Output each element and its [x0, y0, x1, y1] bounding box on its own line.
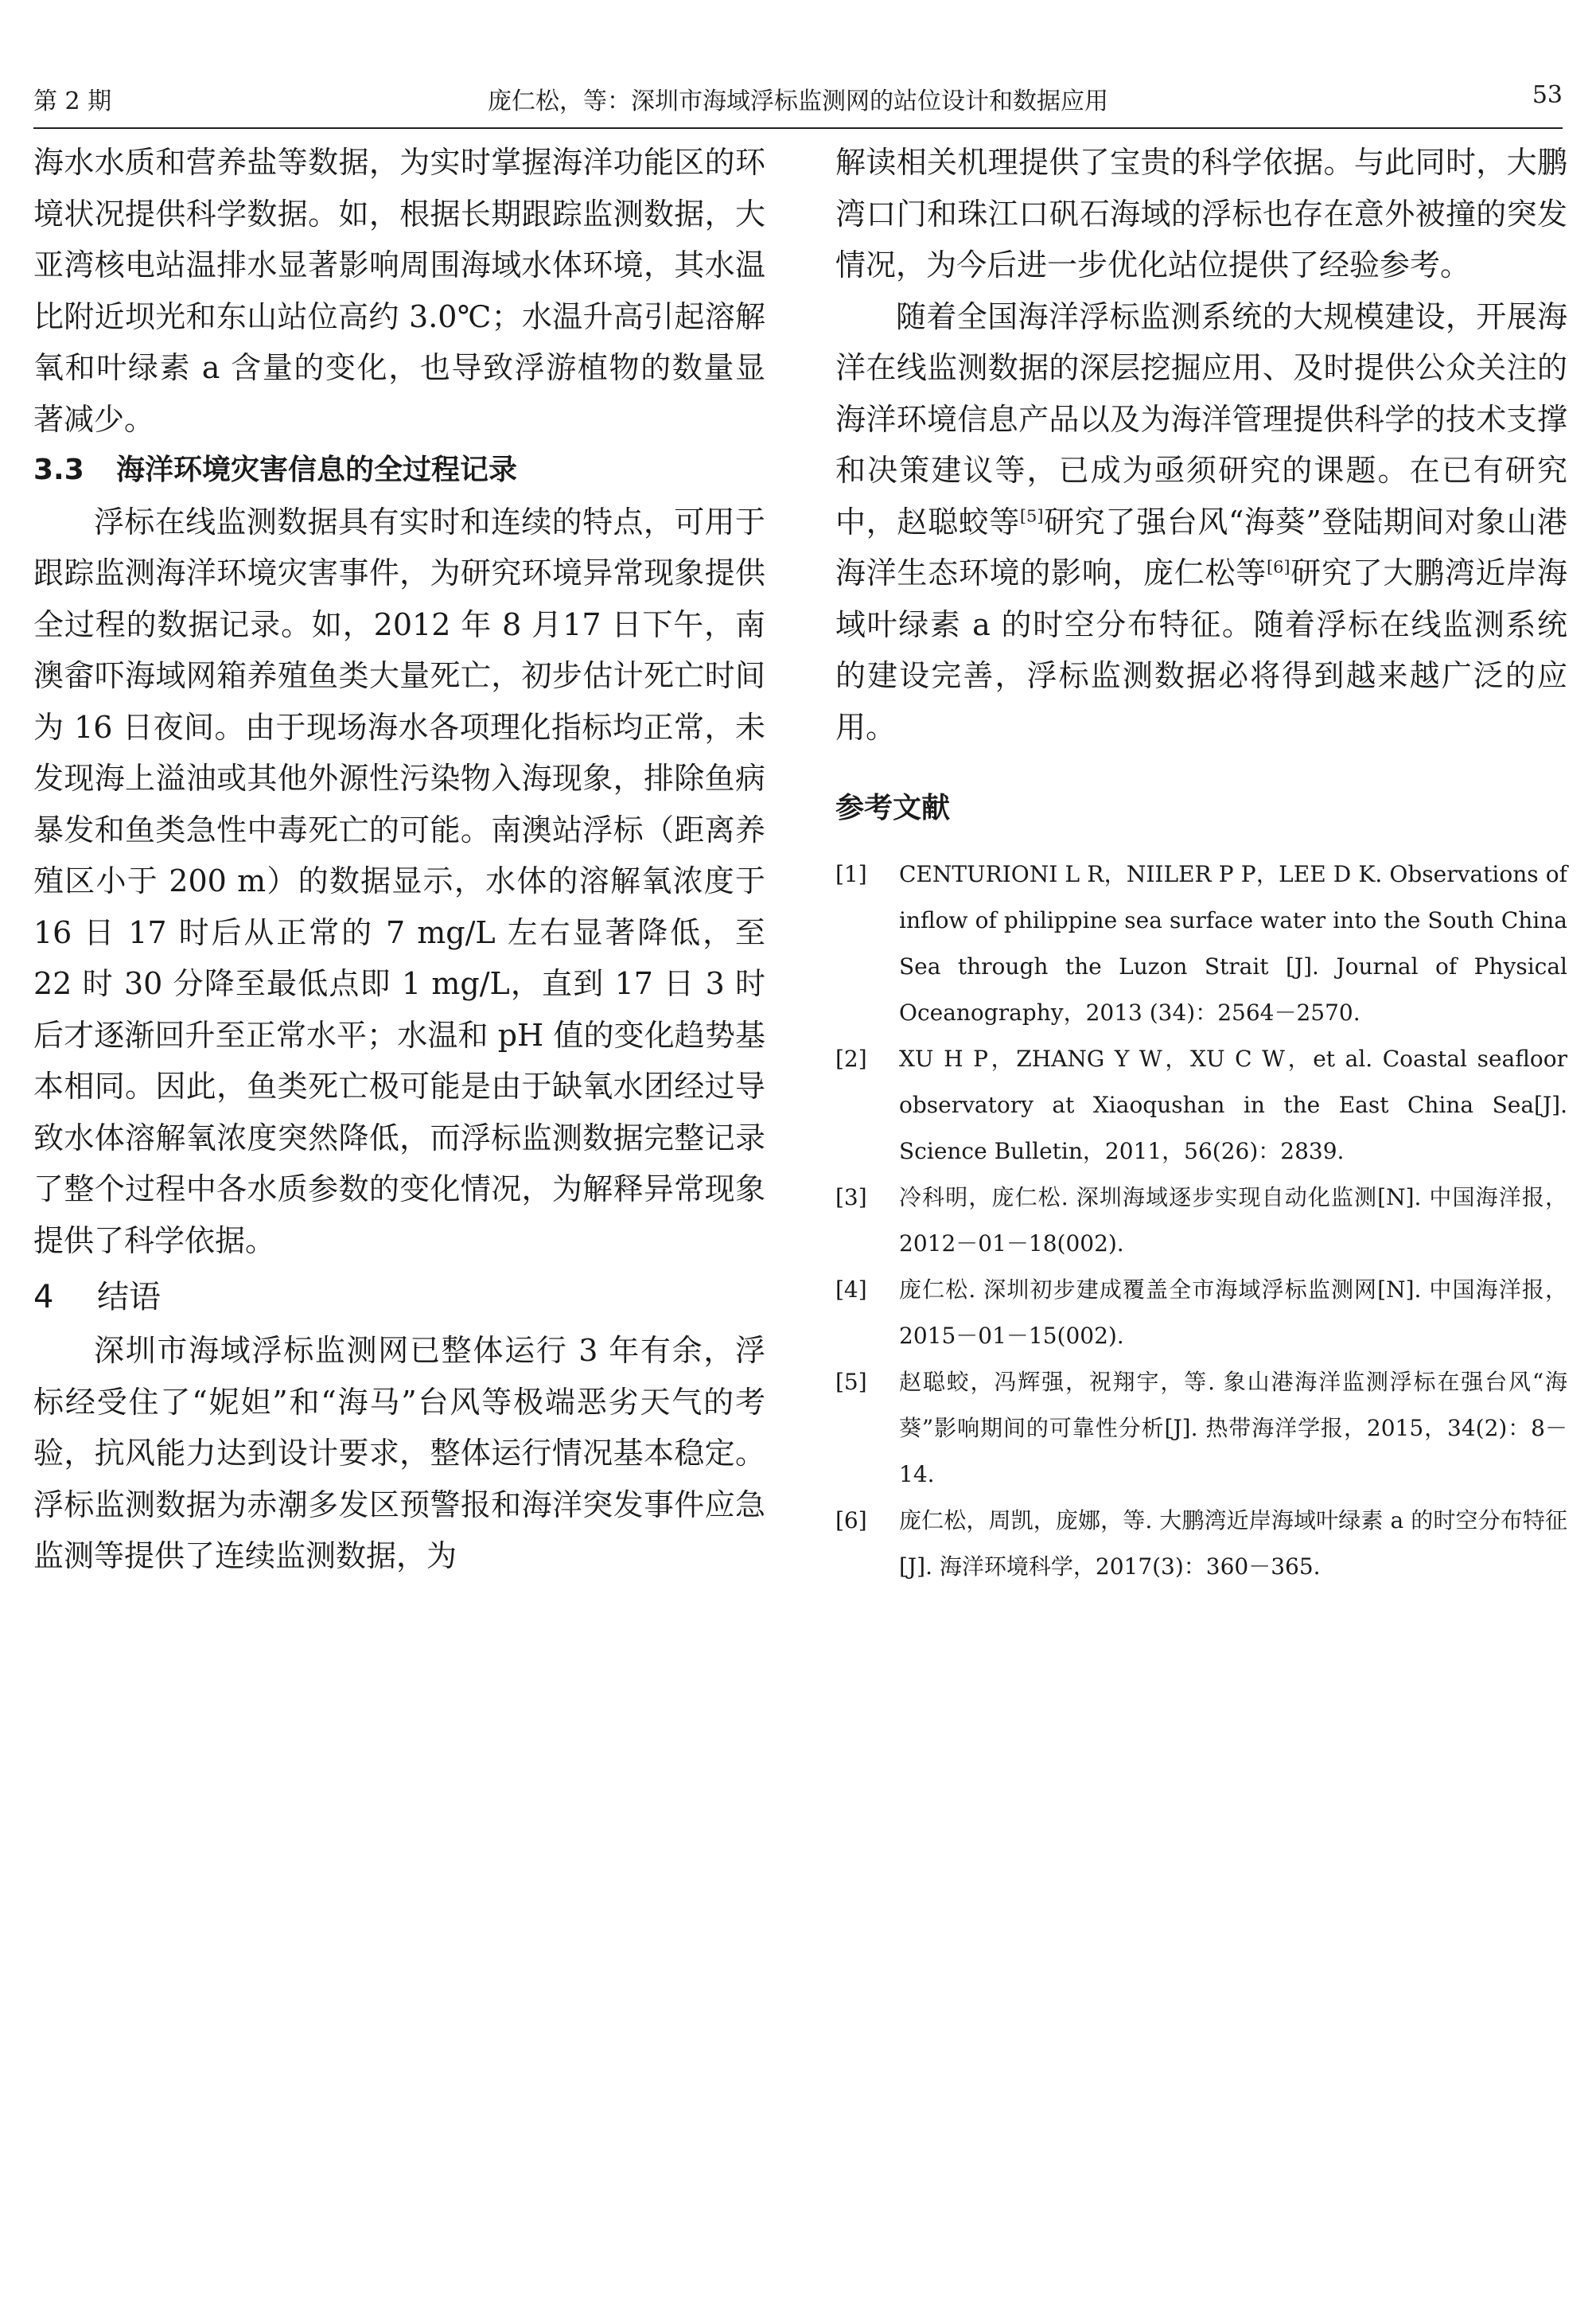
body-paragraph: 海水水质和营养盐等数据，为实时掌握海洋功能区的环境状况提供科学数据。如，根据长期跟踪监测数据，大亚湾核电站温排水显著影响周围海域水体环境，其水温比附近坝光和东山站位高约 3.0℃；水温升高引起溶解氧和叶绿素 a 含量的变化，也导致浮游植物的数量显著减少。	[33, 145, 765, 437]
chapter-heading	[33, 1269, 765, 1325]
reference-item	[835, 1498, 1567, 1590]
reference-item	[835, 1359, 1567, 1498]
reference-tag: [6]	[835, 1507, 867, 1533]
header-rule	[33, 127, 1563, 129]
text-run: 研究了大鹏湾近岸海域叶绿素 a 的时空分布特征。随着浮标在线监测系统的建设完善，浮标监测数据必将得到越来越广泛的应用。	[835, 555, 1567, 745]
right-column	[835, 137, 1567, 1590]
body-paragraph: 浮标在线监测数据具有实时和连续的特点，可用于跟踪监测海洋环境灾害事件，为研究环境异常现象提供全过程的数据记录。如，2012 年 8 月17 日下午，南澳畲吓海域网箱养殖鱼类大量死亡，初步估计死亡时间为 16 日夜间。由于现场海水各项理化指标均正常，未发现海上溢油或其他外源性污染物入海现象，排除鱼病暴发和鱼类急性中毒死亡的可能。南澳站浮标（距离养殖区小于 200 m）的数据显示，水体的溶解氧浓度于 16 日 17 时后从正常的 7 mg/L 左右显著降低，至 22 时 30 分降至最低点即 1 mg/L，直到 17 日 3 时后才逐渐回升至正常水平；水温和 pH 值的变化趋势基本相同。因此，鱼类死亡极可能是由于缺氧水团经过导致水体溶解氧浓度突然降低，而浮标监测数据完整记录了整个过程中各水质参数的变化情况，为解释异常现象提供了科学依据。	[33, 504, 765, 1258]
chapter-number: 4	[33, 1279, 54, 1315]
section-number: 3.3	[33, 454, 84, 486]
section-heading	[33, 445, 765, 497]
chapter-title: 结语	[97, 1279, 161, 1315]
reference-tag: [5]	[835, 1369, 867, 1395]
body-paragraph: 解读相关机理提供了宝贵的科学依据。与此同时，大鹏湾口门和珠江口矾石海域的浮标也存在意外被撞的突发情况，为今后进一步优化站位提供了经验参考。	[835, 145, 1567, 283]
citation-marker[interactable]: [6]	[1266, 557, 1290, 577]
reference-tag: [4]	[835, 1276, 867, 1303]
text-run: 随着全国海洋浮标监测系统的大规模建设，开展海洋在线监测数据的深层挖掘应用、及时提供公众关注的海洋环境信息产品以及为海洋管理提供科学的技术支撑和决策建议等，已成为亟须研究的课题。在已有研究中，赵聪蛟等	[835, 298, 1567, 540]
body-paragraph: 深圳市海域浮标监测网已整体运行 3 年有余，浮标经受住了“妮妲”和“海马”台风等极端恶劣天气的考验，抗风能力达到设计要求，整体运行情况基本稳定。浮标监测数据为赤潮多发区预警报和海洋突发事件应急监测等提供了连续监测数据，为	[33, 1333, 765, 1573]
reference-list	[835, 851, 1567, 1590]
reference-text: 冷科明，庞仁松. 深圳海域逐步实现自动化监测[N]. 中国海洋报，2012－01－18(002).	[899, 1184, 1567, 1257]
reference-tag: [3]	[835, 1184, 867, 1210]
reference-text: 庞仁松，周凯，庞娜，等. 大鹏湾近岸海域叶绿素 a 的时空分布特征[J]. 海洋环境科学，2017(3)：360－365.	[899, 1507, 1567, 1580]
reference-tag: [2]	[835, 1046, 867, 1072]
section-title: 海洋环境灾害信息的全过程记录	[116, 454, 518, 486]
reference-text: 赵聪蛟，冯辉强，祝翔宇，等. 象山港海洋监测浮标在强台风“海葵”影响期间的可靠性分析[J]. 热带海洋学报，2015，34(2)：8－14.	[899, 1369, 1567, 1487]
running-header	[33, 81, 1563, 124]
body-paragraph	[835, 291, 1567, 754]
references-heading: 参考文献	[835, 792, 951, 824]
left-column	[33, 137, 765, 1582]
reference-item	[835, 1036, 1567, 1175]
reference-text: XU H P，ZHANG Y W，XU C W，et al. Coastal seafloor observatory at Xiaoqushan in the East China Sea[J]. Science Bulletin，2011，56(26)：2839.	[899, 1046, 1567, 1164]
reference-item	[835, 851, 1567, 1036]
running-title: 庞仁松，等：深圳市海域浮标监测网的站位设计和数据应用	[488, 88, 1108, 115]
issue-number: 第 2 期	[33, 88, 112, 115]
citation-marker[interactable]: [5]	[1019, 505, 1044, 525]
reference-item	[835, 1267, 1567, 1359]
text-run: 研究了强台风“海葵”登陆期间对象山港海洋生态环境的影响，庞仁松等	[835, 504, 1567, 590]
reference-text: CENTURIONI L R，NIILER P P，LEE D K. Observations of inflow of philippine sea surface water into the South China Sea through the Luzon Strait [J]. Journal of Physical Oceanography，2013 (34)：2564－2570.	[899, 861, 1567, 1026]
reference-text: 庞仁松. 深圳初步建成覆盖全市海域浮标监测网[N]. 中国海洋报，2015－01－15(002).	[899, 1276, 1567, 1349]
page-number: 53	[1532, 81, 1563, 109]
reference-item	[835, 1175, 1567, 1267]
reference-tag: [1]	[835, 861, 867, 887]
